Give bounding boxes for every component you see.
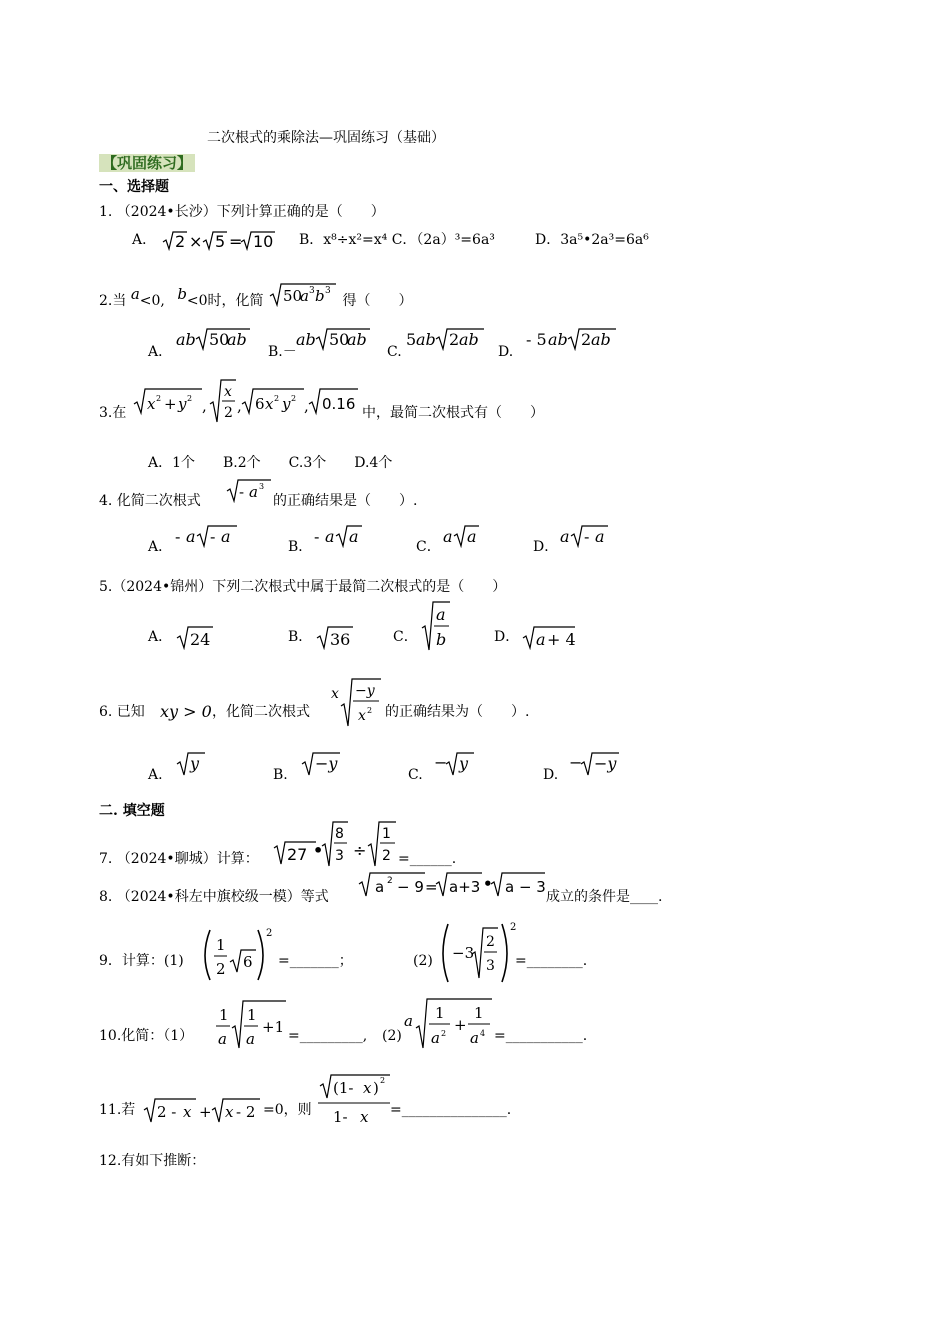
q9-expr1 (198, 922, 276, 986)
svg-text:6: 6 (243, 953, 253, 971)
svg-text:=: = (425, 878, 438, 896)
q4-option-b: B． (288, 539, 313, 555)
section-fill-heading: 二. 填空题 (99, 803, 165, 819)
svg-text:2: 2 (380, 1076, 386, 1085)
svg-text:x: x (363, 1079, 372, 1097)
q2-option-b (268, 343, 297, 361)
svg-text:−y: −y (355, 683, 375, 699)
q5-option-a: A． (148, 629, 173, 645)
q11-expr (142, 1096, 262, 1124)
q9-answer2[interactable]: =________. (515, 953, 588, 969)
svg-text:+1: +1 (262, 1018, 285, 1036)
svg-text:a: a (467, 527, 477, 546)
svg-text:a: a (221, 527, 231, 546)
q5-a-math (175, 624, 215, 650)
svg-text:2: 2 (291, 394, 297, 403)
svg-text:ab: ab (227, 330, 247, 349)
q6-option-d: D. (543, 767, 559, 783)
q11-expr2 (318, 1070, 392, 1130)
svg-text:x: x (360, 1108, 369, 1126)
svg-text:2: 2 (581, 330, 592, 349)
svg-text:1: 1 (474, 1004, 484, 1022)
q5-d-math (521, 624, 577, 650)
q11-stem: 11.若 (99, 1102, 136, 1118)
q6-mid: ，化简二次根式 (212, 704, 310, 720)
svg-text:÷: ÷ (353, 841, 367, 860)
svg-text:a: a (186, 527, 196, 546)
svg-text:,: , (237, 397, 242, 415)
svg-text:2: 2 (486, 934, 495, 950)
svg-text:−y: −y (315, 754, 338, 773)
svg-text:2: 2 (367, 706, 373, 715)
q4-option-d: D． (533, 539, 559, 555)
svg-text:-: - (239, 483, 245, 501)
q7-answer[interactable]: =______. (398, 851, 457, 867)
q2-stem (99, 285, 413, 310)
svg-text:1-: 1- (333, 1108, 348, 1126)
svg-text:y: y (282, 395, 291, 413)
q2-c-math (406, 327, 486, 351)
q4-stem: 4. 化简二次根式 (99, 493, 201, 509)
svg-text:x: x (265, 395, 274, 413)
q10-expr1 (214, 998, 290, 1052)
q2-b-math (296, 327, 372, 351)
svg-text:,: , (304, 397, 309, 415)
svg-text:-: - (210, 527, 216, 546)
svg-text:ab: ab (548, 330, 568, 349)
svg-text:•: • (483, 875, 493, 893)
svg-text:3: 3 (486, 958, 495, 974)
svg-text:2 -: 2 - (157, 1103, 177, 1121)
svg-text:2: 2 (266, 928, 273, 939)
svg-text:3: 3 (335, 848, 344, 864)
svg-text:a: a (249, 483, 258, 501)
svg-text:a: a (349, 527, 359, 546)
q6-c-math (434, 750, 478, 778)
q2-option-c (387, 343, 402, 361)
svg-text:+: + (199, 1103, 212, 1121)
svg-text:): ) (373, 1079, 379, 1097)
svg-text:2: 2 (224, 405, 233, 421)
svg-text:2: 2 (382, 848, 391, 864)
svg-text:x: x (225, 1103, 234, 1121)
svg-text:5: 5 (214, 232, 225, 251)
svg-text:−: − (569, 753, 583, 772)
q1-a-math (161, 229, 299, 251)
svg-text:3: 3 (309, 286, 315, 296)
svg-text:2: 2 (156, 394, 162, 403)
svg-text:50: 50 (209, 330, 230, 349)
svg-text:5: 5 (406, 330, 417, 349)
q10-expr2 (404, 996, 496, 1052)
svg-text:a+3: a+3 (449, 878, 481, 896)
q6-d-math (569, 750, 621, 778)
svg-text:50: 50 (329, 330, 350, 349)
svg-text:a: a (218, 1030, 227, 1048)
q9-expr2 (436, 918, 520, 988)
svg-text:=: = (228, 232, 242, 251)
q2-d-math (526, 327, 618, 351)
svg-text:1: 1 (216, 936, 226, 954)
q7-stem: 7. （2024•聊城）计算： (99, 851, 259, 867)
q4-d-math (560, 524, 610, 548)
svg-text:1: 1 (247, 1006, 257, 1024)
svg-text:−y: −y (594, 754, 617, 773)
q3-expr (132, 378, 364, 428)
q5-option-b: B． (288, 629, 313, 645)
q2-option-d (498, 343, 513, 361)
svg-text:- 2: - 2 (236, 1103, 256, 1121)
svg-text:a: a (536, 630, 546, 649)
q9-answer1[interactable]: =_______； (278, 953, 353, 969)
q6-option-a: A. (148, 767, 163, 783)
q9-stem: 9．计算：(1) (99, 953, 184, 969)
svg-text:ab: ab (416, 330, 436, 349)
svg-text:−: − (434, 753, 448, 772)
svg-text:2: 2 (274, 394, 280, 403)
q2-cond-a: a (130, 285, 140, 303)
svg-text:3: 3 (259, 482, 265, 491)
section-tag (99, 152, 195, 173)
svg-text:a: a (436, 605, 446, 624)
svg-text:b: b (436, 630, 447, 649)
q2-c-label: C. (387, 344, 402, 360)
svg-text:•: • (313, 841, 324, 860)
q5-stem: 5.（2024•锦州）下列二次根式中属于最简二次根式的是（ ） (99, 579, 507, 595)
q2-pre: 2.当 (99, 293, 127, 309)
svg-text:2: 2 (174, 232, 185, 251)
svg-text:y: y (190, 754, 200, 773)
svg-text:a: a (325, 527, 335, 546)
q6-post: 的正确结果为（ ）. (385, 704, 530, 720)
svg-text:+: + (454, 1016, 467, 1034)
svg-text:36: 36 (330, 630, 351, 649)
q8-expr (357, 870, 549, 898)
svg-text:2: 2 (216, 960, 226, 978)
svg-text:+ 4: + 4 (547, 630, 576, 649)
q10-stem: 10.化简：（1） (99, 1028, 194, 1044)
q6-pre: 6. 已知 (99, 704, 145, 720)
svg-text:ab: ab (591, 330, 611, 349)
svg-text:a: a (560, 527, 570, 546)
svg-text:3: 3 (325, 286, 331, 296)
q3-options: A．1个 B.2个 C.3个 D.4个 (148, 455, 393, 471)
svg-text:− 9: − 9 (397, 878, 424, 896)
svg-text:27: 27 (287, 845, 308, 864)
svg-text:(1-: (1- (333, 1079, 354, 1097)
page-title: 二次根式的乘除法—巩固练习（基础） (207, 130, 445, 146)
q12-stem: 12.有如下推断： (99, 1153, 206, 1169)
section-choice-heading: 一、选择题 (99, 179, 169, 195)
q1-option-a (132, 229, 299, 251)
svg-text:-: - (314, 527, 320, 546)
q2-lt2: <0时，化简 (186, 293, 264, 309)
q4-option-c: C． (416, 539, 441, 555)
q5-b-math (315, 624, 355, 650)
svg-text:×: × (188, 232, 202, 251)
svg-text:x: x (331, 686, 339, 702)
q2-b-label: B.－ (268, 344, 297, 360)
svg-text:2: 2 (441, 1029, 447, 1038)
svg-text:a − 3: a − 3 (505, 878, 546, 896)
svg-text:y: y (459, 754, 469, 773)
svg-text:a: a (404, 1012, 413, 1030)
q4-expr (225, 477, 273, 503)
q3-pre: 3.在 (99, 405, 127, 421)
q2-cond-b: b (177, 285, 187, 303)
q7-expr (272, 818, 402, 868)
svg-text:2: 2 (510, 922, 517, 933)
q1-option-d: D．3a⁵•2a³=6a⁶ (535, 232, 649, 248)
svg-text:a: a (375, 878, 385, 896)
svg-text:6: 6 (255, 395, 265, 413)
svg-text:8: 8 (335, 826, 344, 842)
svg-text:b: b (315, 287, 325, 305)
q4-option-a: A． (148, 539, 173, 555)
svg-text:y: y (178, 395, 187, 413)
q2-d-label: D. (498, 344, 514, 360)
svg-text:-: - (584, 527, 590, 546)
svg-text:a: a (443, 527, 453, 546)
svg-text:ab: ab (347, 330, 367, 349)
svg-text:x: x (183, 1103, 192, 1121)
svg-text:a: a (246, 1030, 255, 1048)
q6-b-math (300, 750, 342, 778)
svg-text:a: a (595, 527, 605, 546)
svg-text:ab: ab (296, 330, 316, 349)
svg-text:1: 1 (435, 1004, 445, 1022)
svg-text:- 5: - 5 (526, 330, 547, 349)
svg-text:x: x (224, 384, 232, 400)
q4-a-math (175, 524, 239, 548)
svg-text:2: 2 (449, 330, 460, 349)
q2-a-label: A． (148, 344, 173, 360)
svg-text:x: x (358, 708, 366, 724)
svg-text:a: a (431, 1029, 440, 1047)
q5-option-d: D． (494, 629, 520, 645)
q2-lt1: <0, (139, 293, 165, 309)
svg-text:a: a (300, 287, 309, 305)
q5-option-c: C． (393, 629, 418, 645)
q6-a-math (175, 750, 209, 778)
q6-option-b: B. (273, 767, 288, 783)
q5-c-math (420, 600, 452, 652)
q8-answer[interactable]: 成立的条件是____. (546, 889, 663, 905)
q1-option-b-c: B．x⁸÷x²=x⁴ C．（2a）³=6a³ (299, 232, 495, 248)
q10-answer2[interactable]: =___________. (494, 1028, 588, 1044)
svg-text:x: x (147, 395, 156, 413)
q4-b-math (314, 524, 364, 548)
svg-text:-: - (175, 527, 181, 546)
q3-post: 中，最简二次根式有（ ） (362, 405, 544, 421)
q11-answer[interactable]: =_______________. (390, 1102, 512, 1118)
svg-text:24: 24 (190, 630, 211, 649)
svg-text:−3: −3 (452, 944, 475, 962)
q2-expr (268, 281, 338, 307)
q6-cond-text: xy > 0 (160, 702, 212, 721)
q6-cond (160, 702, 212, 721)
svg-text:50: 50 (283, 287, 303, 305)
q10-label2: (2) (382, 1028, 402, 1044)
svg-text:2: 2 (187, 394, 193, 403)
svg-text:,: , (202, 397, 207, 415)
q4-c-math (443, 524, 481, 548)
svg-text:ab: ab (176, 330, 196, 349)
svg-text:10: 10 (252, 232, 273, 251)
q8-stem: 8. （2024•科左中旗校级一模）等式 (99, 889, 329, 905)
svg-text:1: 1 (382, 826, 391, 842)
q6-option-c: C. (408, 767, 423, 783)
q1-a-label: A． (132, 232, 157, 248)
q11-mid: =0，则 (263, 1102, 312, 1118)
q2-a-math (176, 327, 252, 351)
svg-text:a: a (470, 1029, 479, 1047)
q2-option-a (148, 343, 172, 361)
svg-text:+: + (164, 395, 177, 413)
svg-text:0.16: 0.16 (322, 395, 356, 413)
svg-text:2: 2 (387, 876, 393, 886)
q4-post: 的正确结果是（ ）. (273, 493, 418, 509)
q1-stem: 1. （2024•长沙）下列计算正确的是（ ） (99, 204, 385, 220)
svg-text:1: 1 (219, 1006, 229, 1024)
q10-answer1[interactable]: =_________, (288, 1028, 368, 1044)
q2-post: 得（ ） (342, 293, 413, 309)
svg-text:4: 4 (480, 1029, 486, 1038)
svg-text:ab: ab (459, 330, 479, 349)
q6-expr (331, 676, 383, 728)
q9-label2: (2) (413, 953, 433, 969)
tag-label: 【巩固练习】 (99, 154, 195, 172)
